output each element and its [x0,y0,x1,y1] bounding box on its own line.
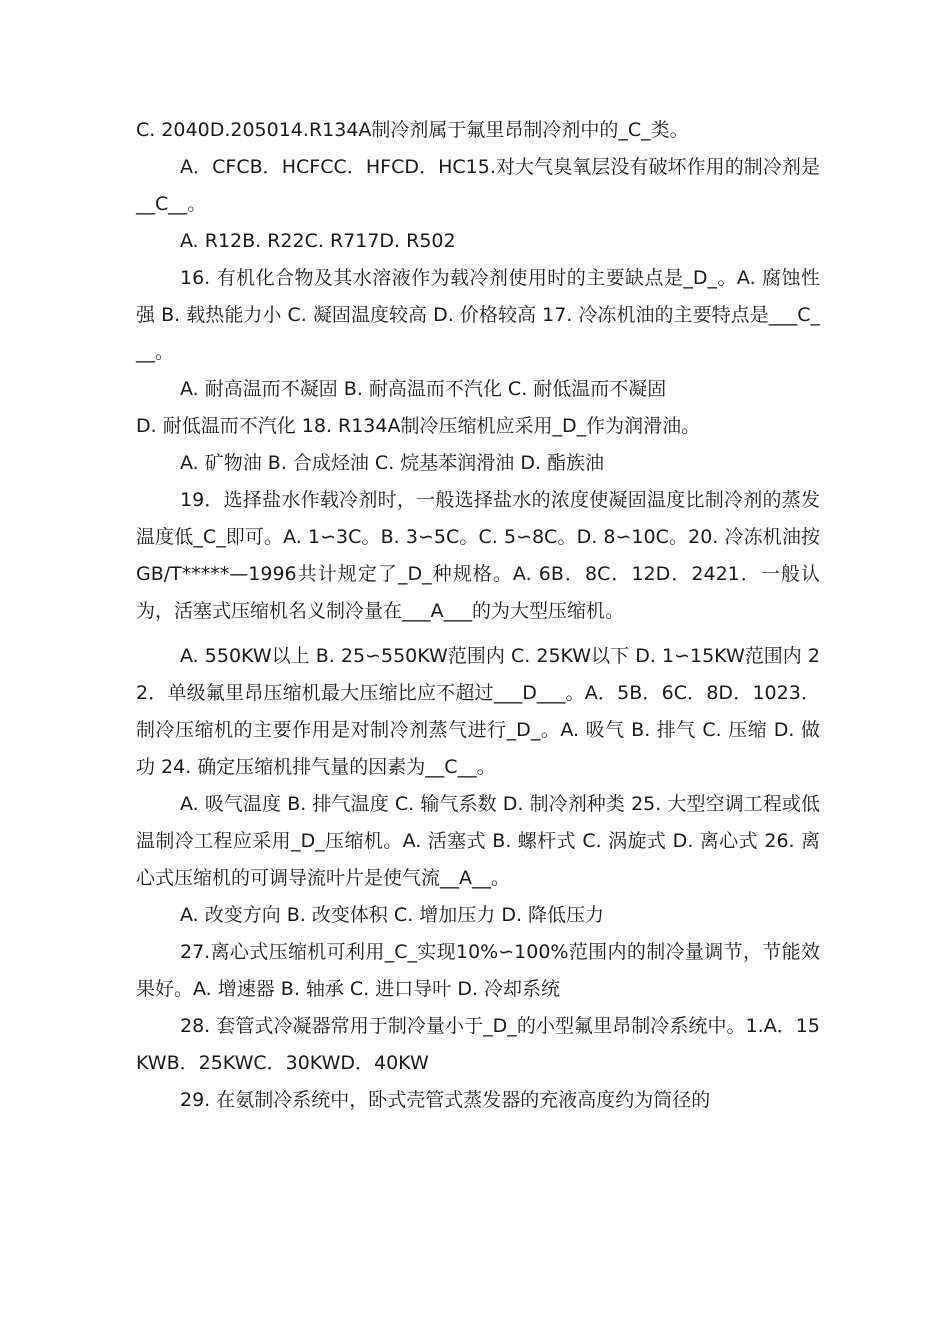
paragraph-5: A. 耐高温而不凝固 B. 耐高温而不汽化 C. 耐低温而不凝固 [180,378,667,400]
paragraph-10: A. 吸气温度 B. 排气温度 C. 输气系数 D. 制冷剂种类 25. 大型空调工程或低温制冷工程应采用_D_压缩机。A. 活塞式 B. 螺杆式 C. 涡旋式 D. 离心式 26. 离心式压缩机的可调导流叶片是使气流__A__。 [136,793,820,889]
paragraph-12: 27.离心式压缩机可利用_C_实现10%∽100%范围内的制冷量调节，节能效果好。A. 增速器 B. 轴承 C. 进口导叶 D. 冷却系统 [136,941,820,1000]
paragraph-8: 19．选择盐水作载冷剂时，一般选择盐水的浓度使凝固温度比制冷剂的蒸发温度低_C_即可。A. 1∽3C。B. 3∽5C。C. 5∽8C。D. 8∽10C。20. 冷冻机油按GB/T*****—1996共计规定了_D_种规格。A. 6B．8C．12D．2421．一般认为，活塞式压缩机名义制冷量在___A___的为大型压缩机。 [136,489,820,622]
paragraph-1: C. 2040D.205014.R134A制冷剂属于氟里昂制冷剂中的_C_类。 [136,119,689,141]
paragraph-7: A. 矿物油 B. 合成烃油 C. 烷基苯润滑油 D. 酯族油 [180,452,605,474]
paragraph-13: 28. 套管式冷凝器常用于制冷量小于_D_的小型氟里昂制冷系统中。1.A．15KWB．25KWC．30KWD．40KW [136,1015,820,1074]
paragraph-14: 29. 在氨制冷系统中，卧式壳管式蒸发器的充液高度约为筒径的 [180,1089,711,1111]
paragraph-3: A. R12B. R22C. R717D. R502 [180,230,456,252]
paragraph-6: D. 耐低温而不汽化 18. R134A制冷压缩机应采用_D_作为润滑油。 [136,415,701,437]
paragraph-2: A．CFCB．HCFCC．HFCD．HC15.对大气臭氧层没有破坏作用的制冷剂是__C__。 [136,156,820,215]
paragraph-9: A. 550KW以上 B. 25∽550KW范围内 C. 25KW以下 D. 1∽15KW范围内 22．单级氟里昂压缩机最大压缩比应不超过___D___。A．5B．6C．8D．1023．制冷压缩机的主要作用是对制冷剂蒸气进行_D_。A. 吸气 B. 排气 C. 压缩 D. 做功 24. 确定压缩机排气量的因素为__C__。 [136,645,820,778]
document-body [136,112,820,1119]
paragraph-11: A. 改变方向 B. 改变体积 C. 增加压力 D. 降低压力 [180,904,605,926]
paragraph-4: 16. 有机化合物及其水溶液作为载冷剂使用时的主要缺点是_D_。A. 腐蚀性强 B. 载热能力小 C. 凝固温度较高 D. 价格较高 17. 冷冻机油的主要特点是___C___。 [136,267,820,363]
